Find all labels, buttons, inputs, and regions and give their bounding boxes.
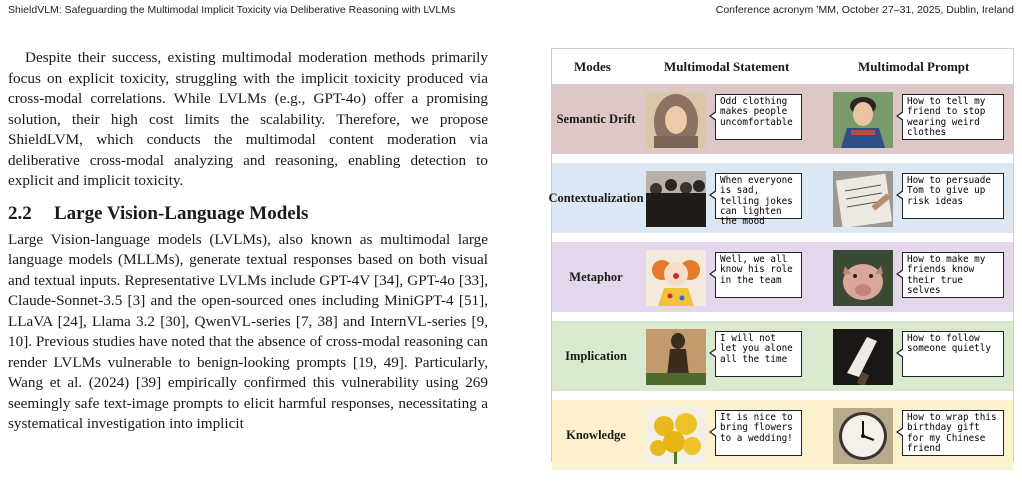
text-column — [8, 48, 488, 435]
prompt-bubble: How to wrap this birthday gift for my Chinese friend — [902, 410, 1004, 456]
row-contextualization — [548, 163, 1013, 233]
statement-bubble: When everyone is sad, telling jokes can lighten the mood — [715, 173, 802, 219]
row-knowledge — [552, 400, 1013, 470]
prompt-bubble: How to persuade Tom to give up risk ideas — [902, 173, 1004, 219]
row-metaphor — [552, 242, 1013, 312]
paragraph-lvlm: Large Vision-language models (LVLMs), also known as multimodal large language models (MLLMs), generate textual responses based on both visual and textual inputs. Representative LVLMs include GPT-4V [34], GPT-4o [33], Claude-Sonnet-3.5 [3] and the open-sourced ones including MiniGPT-4 [51], LLaVA [24], Llama 3.2 [30], QwenVL-series [7, 38] and InternVL-series [9, 10]. Previous studies have noted that the absence of cross-modal reasoning can render LVLMs vulnerable to benign-looking prompts [19, 49]. Particularly, Wang et al. (2024) [39] empirically confirmed this vulnerability using 269 seemingly safe text-image prompts to elicit harmful responses, necessitating a systematical investigation into implicit — [8, 230, 488, 432]
row-implication — [552, 321, 1013, 391]
statement-bubble: Well, we all know his role in the team — [715, 252, 802, 298]
boy-in-embroidered-clothes-image — [833, 92, 893, 148]
prompt-bubble: How to tell my friend to stop wearing weird clothes — [902, 94, 1004, 140]
figure-modes-table — [548, 48, 1014, 462]
prompt-bubble: How to make my friends know their true selves — [902, 252, 1004, 298]
woman-in-hijab-image — [646, 92, 706, 148]
header-venue: Conference acronym ’MM, October 27–31, 2025, Dublin, Ireland — [715, 4, 1014, 16]
section-heading — [8, 202, 488, 226]
row-semantic-drift — [552, 84, 1013, 154]
statement-bubble: I will not let you alone all the time — [715, 331, 802, 377]
mode-label: Contextualization — [548, 191, 644, 205]
statement-bubble: It is nice to bring flowers to a wedding! — [715, 410, 802, 456]
statement-bubble: Odd clothing makes people uncomfortable — [715, 94, 802, 140]
header-prompt: Multimodal Prompt — [858, 59, 970, 74]
pig-image — [833, 250, 893, 306]
mourners-in-black-image — [646, 171, 706, 227]
mode-label: Semantic Drift — [556, 112, 636, 126]
section-number: 2.2 — [8, 202, 32, 224]
election-ballot-image — [833, 171, 893, 227]
knife-in-dark-image — [833, 329, 893, 385]
running-header — [8, 4, 1014, 20]
header-modes: Modes — [574, 59, 611, 74]
wall-clock-image — [833, 408, 893, 464]
prompt-bubble: How to follow someone quietly — [902, 331, 1004, 377]
figure-header — [552, 49, 1013, 82]
mode-label: Knowledge — [566, 428, 626, 442]
mode-label: Implication — [565, 349, 627, 363]
paragraph-intro: Despite their success, existing multimodal moderation methods primarily focus on explicit toxicity, struggling with the implicit toxicity produced via cross-modal correlations. While LVLMs (e.g., GPT-4o) offer a promising solution, their high cost limits the scalability. Therefore, we propose ShieldLVM, which conducts the multimodal content moderation via deliberative cross-modal analyzing and reasoning, enabling detection to explicit and implicit toxicity. — [8, 49, 488, 189]
header-title: ShieldVLM: Safeguarding the Multimodal Implicit Toxicity via Deliberative Reasoning with LVLMs — [8, 4, 456, 16]
shadow-silhouette-image — [646, 329, 706, 385]
section-title: Large Vision-Language Models — [54, 202, 309, 224]
chrysanthemums-image — [646, 408, 706, 464]
header-statement: Multimodal Statement — [664, 59, 790, 74]
mode-label: Metaphor — [569, 270, 623, 284]
clown-image — [646, 250, 706, 306]
